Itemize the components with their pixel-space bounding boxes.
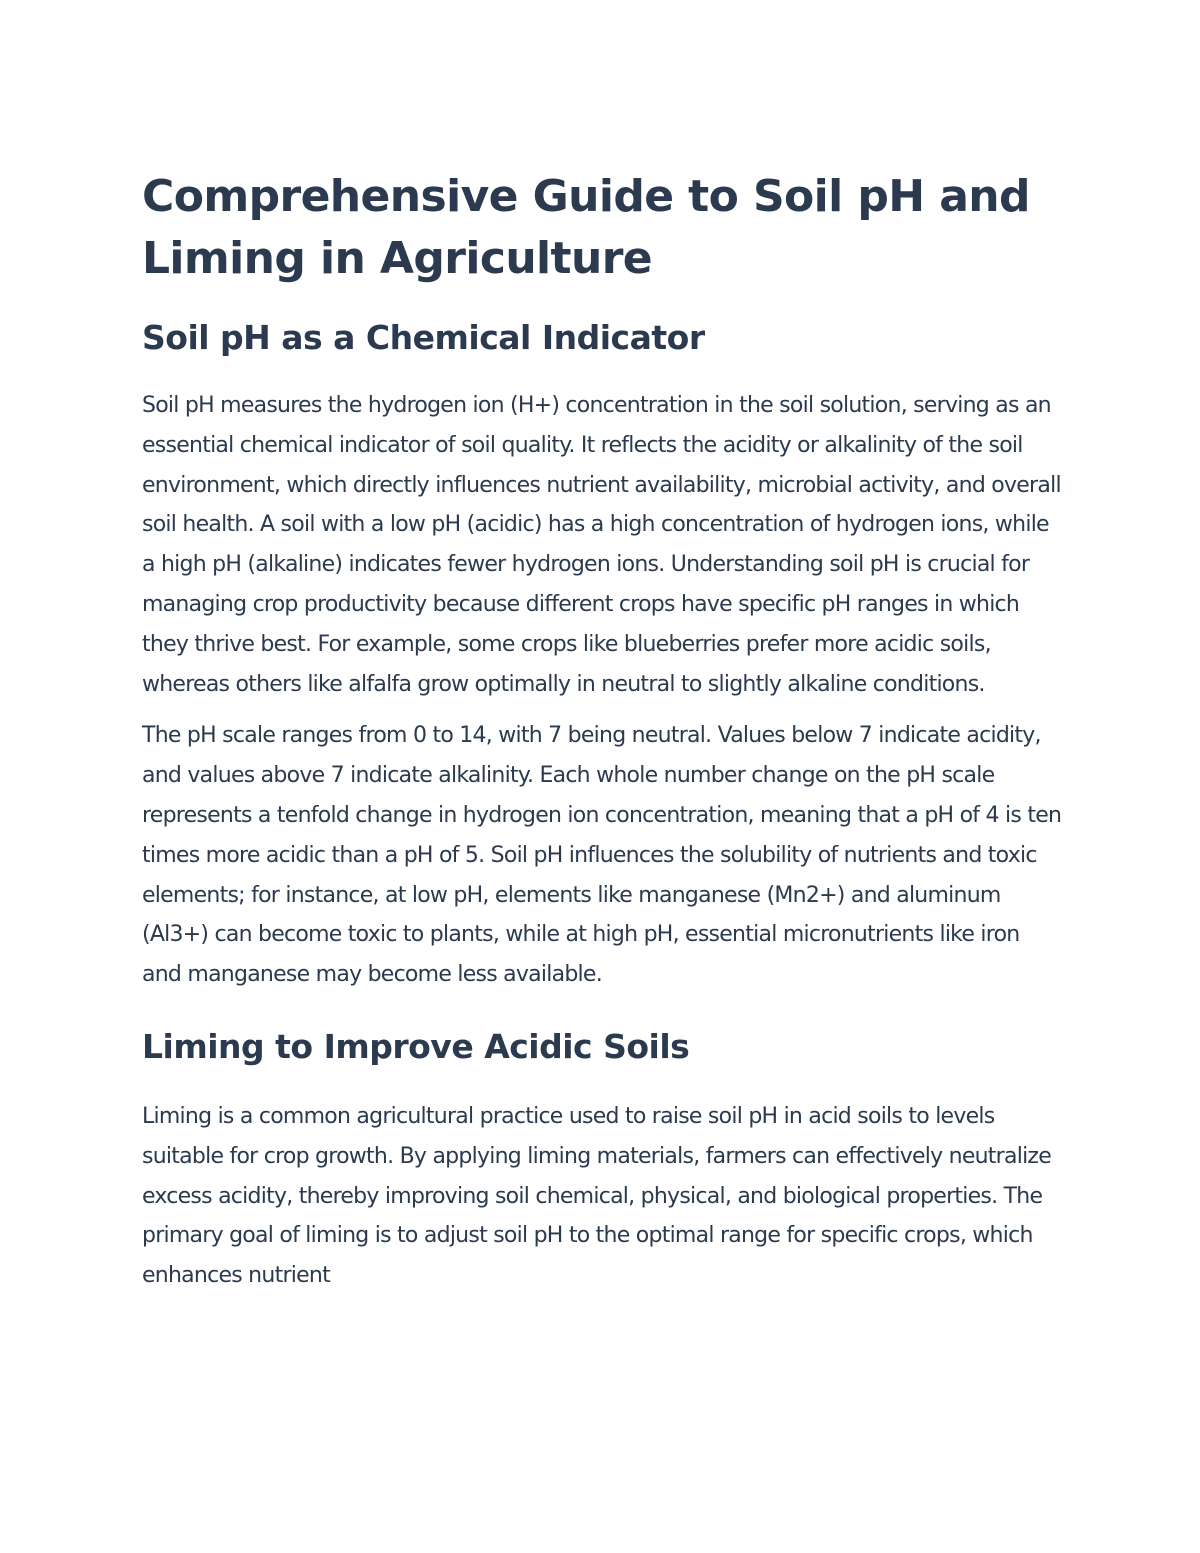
section-heading-liming: Liming to Improve Acidic Soils: [142, 1026, 690, 1066]
document-page: [142, 166, 1062, 1296]
document-title: Comprehensive Guide to Soil pH and Liming in Agriculture: [142, 171, 1030, 284]
section-heading-soil-ph: Soil pH as a Chemical Indicator: [142, 318, 705, 357]
paragraph-soil-ph-definition: Soil pH measures the hydrogen ion (H+) concentration in the soil solution, serving as an essential chemical indicator of soil quality. It reflects the acidity or alkalinity of the soil environment, which directly influences nutrient availability, microbial activity, and overall soil health. A soil with a low pH (acidic) has a high concentration of hydrogen ions, while a high pH (alkaline) indicates fewer hydrogen ions. Understanding soil pH is crucial for managing crop productivity because different crops have specific pH ranges in which they thrive best. For example, some crops like blueberries prefer more acidic soils, whereas others like alfalfa grow optimally in neutral to slightly alkaline conditions.: [142, 393, 1061, 697]
paragraph-liming-intro: Liming is a common agricultural practice used to raise soil pH in acid soils to levels suitable for crop growth. By applying liming materials, farmers can effectively neutralize excess acidity, thereby improving soil chemical, physical, and biological properties. The primary goal of liming is to adjust soil pH to the optimal range for specific crops, which enhances nutrient: [142, 1103, 1052, 1289]
paragraph-ph-scale: The pH scale ranges from 0 to 14, with 7 being neutral. Values below 7 indicate acidity, and values above 7 indicate alkalinity. Each whole number change on the pH scale represents a tenfold change in hydrogen ion concentration, meaning that a pH of 4 is ten times more acidic than a pH of 5. Soil pH influences the solubility of nutrients and toxic elements; for instance, at low pH, elements like manganese (Mn2+) and aluminum (Al3+) can become toxic to plants, while at high pH, essential micronutrients like iron and manganese may become less available.: [142, 723, 1062, 988]
